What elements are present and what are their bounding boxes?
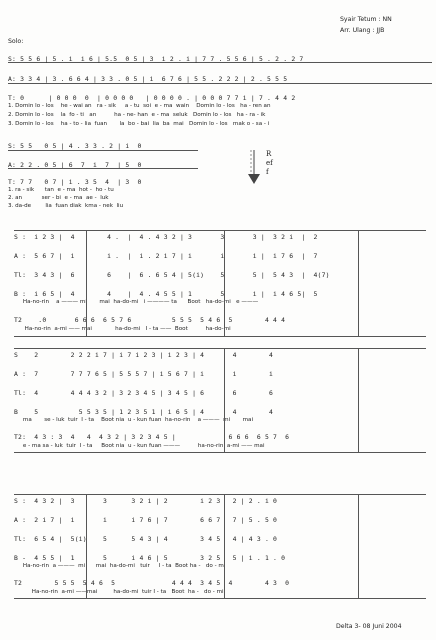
tenor-line: T: 0 | 0 0 0 0 | 0 0 0 0 | 0 0 0 0 . | 0 0 0 7 7 i | 7 . 4 4 2 bbox=[8, 94, 296, 102]
staff-rule bbox=[8, 168, 198, 169]
solo-label: Solo: bbox=[8, 38, 24, 45]
staff-rule bbox=[14, 598, 426, 599]
tenor1-line: Tl: 6 5 4 | 5(i) 5 5 4 3 | 4 3 4 5 4 | 4 3 . 0 bbox=[14, 535, 278, 543]
alto-line: A : 2 i 7 | i i i 7 6 | 7 6 6 7 7 | 5 . 5 0 bbox=[14, 516, 278, 524]
tenor2-line: T2 .0 6 6 6 6 5 7 6 5 5 5 5 4 6 5 4 4 4 bbox=[14, 316, 286, 324]
soprano-line: S: 5 5 0 5 | 4 . 3 3 . 2 | i 0 bbox=[8, 142, 142, 150]
lyric-verse-3: 3. da-de lia fuan diak kma - nek liu bbox=[8, 203, 124, 209]
bass-line: B 5 5 5 3 5 | 1 2 3 5 1 | i 6 5 | 4 4 4 bbox=[14, 408, 274, 416]
alto-line: A : 7 7 7 7 6 5 | 5 5 5 7 | i 5 6 7 | i i i bbox=[14, 370, 274, 378]
lyric-verse-2: 2. an ser - bi e - ma ae - luk bbox=[8, 195, 109, 201]
bass-line: B - 4 5 5 | 1 5 i 4 6 | 5 3 2 5 5 | i . 1 . 0 bbox=[14, 554, 286, 562]
lyricist-credit: Syair Tetum : NN bbox=[340, 16, 392, 23]
footer-date: Delta 3- 08 Juni 2004 bbox=[336, 623, 402, 630]
staff-rule bbox=[14, 452, 426, 453]
staff-rule bbox=[8, 83, 432, 84]
lyric-verse-3: 3. Domin lo - los ha - to - lia fuan la bo - bai lia ba mai Domin lo - los mak o - sa - i bbox=[8, 121, 270, 127]
soprano-line: S 2 2 2 2 i 7 | i 7 i 2 3 | i 2 3 | 4 4 4 bbox=[14, 351, 274, 359]
alto-line: A : 5 6 7 | i i . | i . 2 i 7 | i i i | i 7 6 | 7 bbox=[14, 252, 318, 260]
staff-rule bbox=[14, 230, 426, 231]
bar-line bbox=[224, 230, 225, 336]
bar-line bbox=[224, 348, 225, 452]
tenor2-lyric: e - ma sa - luk tuir I - ta Boot nia u - kun fuan ——— ha-no-rin a-mi —— mai bbox=[14, 443, 265, 449]
lyric-verse-1: 1. ra - sik tan e - ma hot - ho - tu bbox=[8, 187, 114, 193]
tenor2-line: T2: 4 3 : 3 4 4 4 3 2 | 3 2 3 4 5 | 6 6 6 6 5 7 6 bbox=[14, 433, 290, 441]
arranger-credit: Arr. Ulang : JJB bbox=[340, 27, 385, 34]
staff-rule bbox=[14, 348, 426, 349]
bar-line bbox=[86, 494, 87, 598]
bass-line: B : i 6 5 | 4 4 | 4 . 4 5 5 | 1 5 i | i 4 6 5| 5 bbox=[14, 290, 318, 298]
tenor1-line: Tl: 3 4 3 | 6 6 | 6 . 6 5 4 | 5(i) 5 5 | 5 4 3 | 4(7) bbox=[14, 271, 330, 279]
bar-line bbox=[358, 494, 359, 598]
bar-line bbox=[358, 348, 359, 452]
staff-rule bbox=[14, 494, 426, 495]
lyric-verse-1: 1. Domin lo - los he - wai an ra - sik a - tu soi e - ma wain Domin lo - los ha - ren an bbox=[8, 103, 271, 109]
bar-line bbox=[358, 230, 359, 336]
alto-line: A: 3 3 4 | 3 . 6 6 4 | 3 3 . 0 5 | i 6 7 6 | 5 5 . 2 2 2 | 2 . 5 5 5 bbox=[8, 75, 288, 83]
refrain-label: Reff bbox=[266, 150, 273, 176]
bass-lyric: Ha-no-rin a ——— mi mai ha-do-mi i ———— ta Boot ha-do-mi e ——— bbox=[14, 299, 259, 305]
bar-line bbox=[86, 230, 87, 336]
tenor2-line: T2 5 5 5 5 4 6 5 4 4 4 3 4 5 4 4 3 0 bbox=[14, 579, 290, 587]
tenor1-line: Tl: 4 4 4 4 3 2 | 3 2 3 4 5 | 3 4 5 | 6 6 6 bbox=[14, 389, 274, 397]
staff-rule bbox=[8, 150, 198, 151]
tenor2-lyric: Ha-no-rin a-mi —— mai ha-do-mi I - ta —— Boot ha-do-mi bbox=[14, 326, 231, 332]
bass-lyric: Ha-no-rin a ——— mi mai ha-do-mi tuir I - ta Boot ha - do - mi bbox=[14, 563, 226, 569]
lyric-verse-2: 2. Domin lo - los la fo - ti an ha - ne- han e - ma seluk Domin lo - los ha - ra - ik bbox=[8, 112, 266, 118]
soprano-line: S : 4 3 2 | 3 3 3 2 i | 2 i 2 3 2 | 2 . i 0 bbox=[14, 497, 278, 505]
down-arrow-icon bbox=[246, 150, 262, 186]
tenor2-lyric: Ha-no-rin a-mi ——mai ha-do-mi tuir I - ta Boot ha - do - mi bbox=[14, 589, 224, 595]
staff-rule bbox=[14, 336, 426, 337]
soprano-line: S : i 2 3 | 4 4 . | 4 . 4 3 2 | 3 3 3 | 3 2 i | 2 bbox=[14, 233, 318, 241]
bass-lyric: ma se - luk tuir I - ta Boot nia u - kun fuan ha-no-rin a ——— mi mai bbox=[14, 417, 253, 423]
soprano-line: S: 5 5 6 | 5 . i i 6 | 5.5 0 5 | 3 i 2 . i | 7 7 . 5 5 6 | 5 . 2 . 2 7 bbox=[8, 55, 304, 63]
tenor-line: T: 7 7 0 7 | i . 3 5 4 | 3 0 bbox=[8, 178, 142, 186]
alto-line: A: 2 2 . 0 5 | 6 7 i 7 | 5 0 bbox=[8, 161, 142, 169]
bar-line bbox=[224, 494, 225, 598]
